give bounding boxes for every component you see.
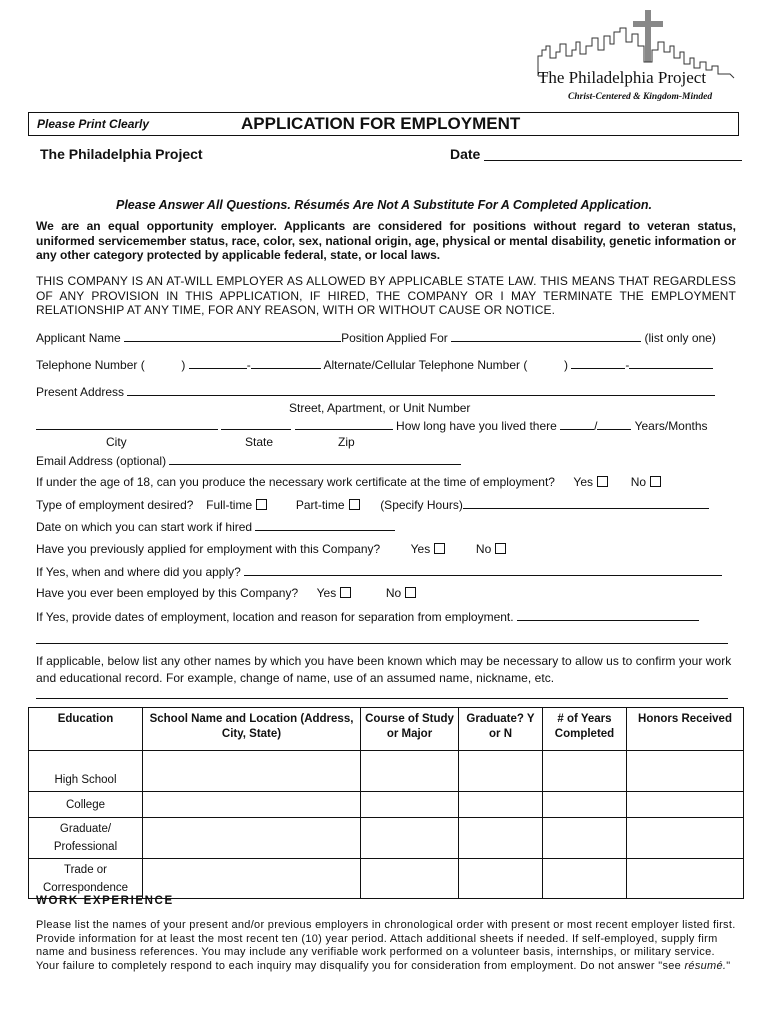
course-cell[interactable] [361, 818, 459, 859]
logo-name: The Philadelphia Project [538, 68, 707, 87]
graduate-cell[interactable] [459, 751, 543, 792]
alt-phone-area-code-field[interactable] [531, 358, 561, 369]
employed-before-row [36, 586, 416, 600]
honors-cell[interactable] [627, 792, 744, 818]
if-yes-applied-row [36, 564, 722, 579]
applied-before-yes-label: Yes [410, 542, 431, 556]
honors-cell[interactable] [627, 751, 744, 792]
if-yes-dates-row [36, 609, 699, 624]
under-18-yes-label: Yes [573, 475, 593, 489]
email-row [36, 453, 461, 468]
email-field[interactable] [169, 453, 461, 465]
specify-hours-label: (Specify Hours) [380, 498, 463, 512]
years-months-slash: / [594, 419, 598, 433]
course-cell[interactable] [361, 792, 459, 818]
street-caption: Street, Apartment, or Unit Number [289, 401, 471, 415]
employed-before-yes-checkbox[interactable] [340, 587, 351, 598]
phone-line-field[interactable] [251, 357, 321, 369]
list-only-one-note: (list only one) [644, 331, 716, 345]
present-address-label: Present Address [36, 385, 125, 399]
course-cell[interactable] [361, 751, 459, 792]
organization-logo [534, 6, 744, 106]
email-label: Email Address (optional) [36, 454, 167, 468]
honors-header: Honors Received [627, 708, 744, 751]
answer-all-notice: Please Answer All Questions. Résumés Are Not A Substitute For A Completed Application. [116, 198, 652, 212]
years-cell[interactable] [543, 859, 627, 899]
under-18-no-label: No [630, 475, 647, 489]
part-time-label: Part-time [295, 498, 345, 512]
alt-phone-label: Alternate/Cellular Telephone Number ( [323, 358, 528, 372]
city-field[interactable] [36, 418, 218, 430]
work-experience-heading: WORK EXPERIENCE [36, 895, 174, 907]
work-experience-resume: résumé. [684, 959, 727, 972]
alt-phone-prefix-field[interactable] [571, 357, 625, 369]
alt-phone-line-field[interactable] [629, 357, 713, 369]
phone-dash: - [246, 358, 251, 372]
start-date-question: Date on which you can start work if hired [36, 520, 253, 534]
work-experience-instructions [36, 919, 736, 973]
graduate-cell[interactable] [459, 792, 543, 818]
city-caption: City [106, 435, 127, 449]
employed-before-question: Have you ever been employed by this Company? [36, 586, 299, 600]
employment-type-row [36, 497, 709, 512]
under-18-row [36, 475, 661, 489]
under-18-yes-checkbox[interactable] [597, 476, 608, 487]
position-field[interactable] [451, 330, 641, 342]
alt-phone-paren-close: ) [564, 358, 569, 372]
start-date-row [36, 519, 395, 534]
years-cell[interactable] [543, 792, 627, 818]
applied-before-row [36, 542, 506, 556]
applicant-name-label: Applicant Name [36, 331, 121, 345]
phone-paren-close: ) [181, 358, 186, 372]
years-completed-header: # of Years Completed [543, 708, 627, 751]
how-long-label: How long have you lived there [396, 419, 557, 433]
education-header-row [29, 708, 744, 751]
date-label: Date [450, 146, 481, 162]
education-level-graduate: Graduate/ Professional [29, 818, 143, 859]
position-label: Position Applied For [341, 331, 448, 345]
full-time-label: Full-time [206, 498, 253, 512]
company-name: The Philadelphia Project [40, 146, 203, 162]
alt-phone-dash: - [625, 358, 630, 372]
print-clearly-note: Please Print Clearly [37, 117, 150, 131]
course-cell[interactable] [361, 859, 459, 899]
years-cell[interactable] [543, 751, 627, 792]
table-row [29, 751, 744, 792]
specify-hours-field[interactable] [463, 497, 709, 509]
school-cell[interactable] [143, 859, 361, 899]
if-yes-applied-field[interactable] [244, 564, 722, 576]
employed-before-no-label: No [385, 586, 402, 600]
education-header: Education [29, 708, 143, 751]
under-18-no-checkbox[interactable] [650, 476, 661, 487]
graduate-header: Graduate? Y or N [459, 708, 543, 751]
applicant-name-field[interactable] [124, 330, 341, 342]
employment-type-question: Type of employment desired? [36, 498, 194, 512]
other-names-field[interactable] [36, 698, 728, 699]
city-state-zip-row [36, 418, 708, 433]
applied-before-question: Have you previously applied for employment with this Company? [36, 542, 381, 556]
graduate-cell[interactable] [459, 859, 543, 899]
if-yes-dates-line-2[interactable] [36, 643, 728, 644]
phone-prefix-field[interactable] [189, 357, 247, 369]
honors-cell[interactable] [627, 859, 744, 899]
if-yes-dates-question: If Yes, provide dates of employment, location and reason for separation from employment. [36, 610, 514, 624]
if-yes-applied-question: If Yes, when and where did you apply? [36, 565, 241, 579]
graduate-cell[interactable] [459, 818, 543, 859]
if-yes-dates-field[interactable] [517, 609, 699, 621]
eeo-statement: We are an equal opportunity employer. Applicants are considered for positions without regard to veteran status, uniformed servicemember status, race, color, sex, national origin, age, physical or mental disability, genetic information or any other category protected by applicable federal, state, or local laws. [36, 219, 736, 262]
school-header: School Name and Location (Address, City, State) [143, 708, 361, 751]
school-cell[interactable] [143, 818, 361, 859]
work-experience-end-quote: " [726, 959, 731, 972]
employed-before-no-checkbox[interactable] [405, 587, 416, 598]
date-field[interactable] [484, 160, 742, 161]
start-date-field[interactable] [255, 519, 395, 531]
table-row [29, 818, 744, 859]
part-time-checkbox[interactable] [349, 499, 360, 510]
education-level-high-school: High School [29, 751, 143, 792]
under-18-question: If under the age of 18, can you produce the necessary work certificate at the time of employment? [36, 475, 555, 489]
table-row [29, 859, 744, 899]
other-names-instruction: If applicable, below list any other names by which you have been known which may be necessary to allow us to confirm your work and educational record. For example, change of name, use of an assumed name, nickname, etc. [36, 654, 732, 685]
telephone-row [36, 357, 713, 372]
course-header: Course of Study or Major [361, 708, 459, 751]
years-months-label: Years/Months [634, 419, 708, 433]
years-cell[interactable] [543, 818, 627, 859]
address-row [36, 384, 715, 399]
header-box [28, 112, 739, 136]
full-time-checkbox[interactable] [256, 499, 267, 510]
at-will-statement: THIS COMPANY IS AN AT-WILL EMPLOYER AS ALLOWED BY APPLICABLE STATE LAW. THIS MEANS THAT REGARDLESS OF ANY PROVISION IN THIS APPLICATION, IF HIRED, THE COMPANY OR I MAY TERMINATE THE EMPLOYMENT RELATIONSHIP AT ANY TIME, FOR ANY REASON, WITH OR WITHOUT CAUSE OR NOTICE. [36, 274, 736, 317]
zip-caption: Zip [338, 435, 355, 449]
honors-cell[interactable] [627, 818, 744, 859]
state-field[interactable] [221, 418, 291, 430]
phone-area-code-field[interactable] [148, 358, 178, 369]
telephone-label: Telephone Number ( [36, 358, 145, 372]
applied-before-no-label: No [475, 542, 492, 556]
applied-before-yes-checkbox[interactable] [434, 543, 445, 554]
logo-tagline: Christ-Centered & Kingdom-Minded [568, 92, 713, 102]
education-level-college: College [29, 792, 143, 818]
education-level-trade: Trade or Correspondence [29, 859, 143, 899]
employed-before-yes-label: Yes [316, 586, 337, 600]
page-title: APPLICATION FOR EMPLOYMENT [241, 114, 521, 133]
school-cell[interactable] [143, 751, 361, 792]
education-table [28, 707, 744, 899]
years-lived-field[interactable] [560, 418, 594, 430]
state-caption: State [245, 435, 274, 449]
zip-field[interactable] [295, 418, 393, 430]
school-cell[interactable] [143, 792, 361, 818]
table-row [29, 792, 744, 818]
street-address-field[interactable] [127, 384, 715, 396]
applied-before-no-checkbox[interactable] [495, 543, 506, 554]
applicant-name-row [36, 330, 716, 345]
months-lived-field[interactable] [597, 418, 631, 430]
work-experience-text: Please list the names of your present and/or previous employers in chronological order with present or most recent employer listed first. Provide information for at least the most recent ten (10) year period. Attach additional sheets if needed. If self-employed, supply firm name and business references. You may include any verifiable work performed on a volunteer basis, internships, or military service. Your failure to completely respond to each inquiry may disqualify you for consideration from employment. Do not answer "see [36, 919, 736, 972]
